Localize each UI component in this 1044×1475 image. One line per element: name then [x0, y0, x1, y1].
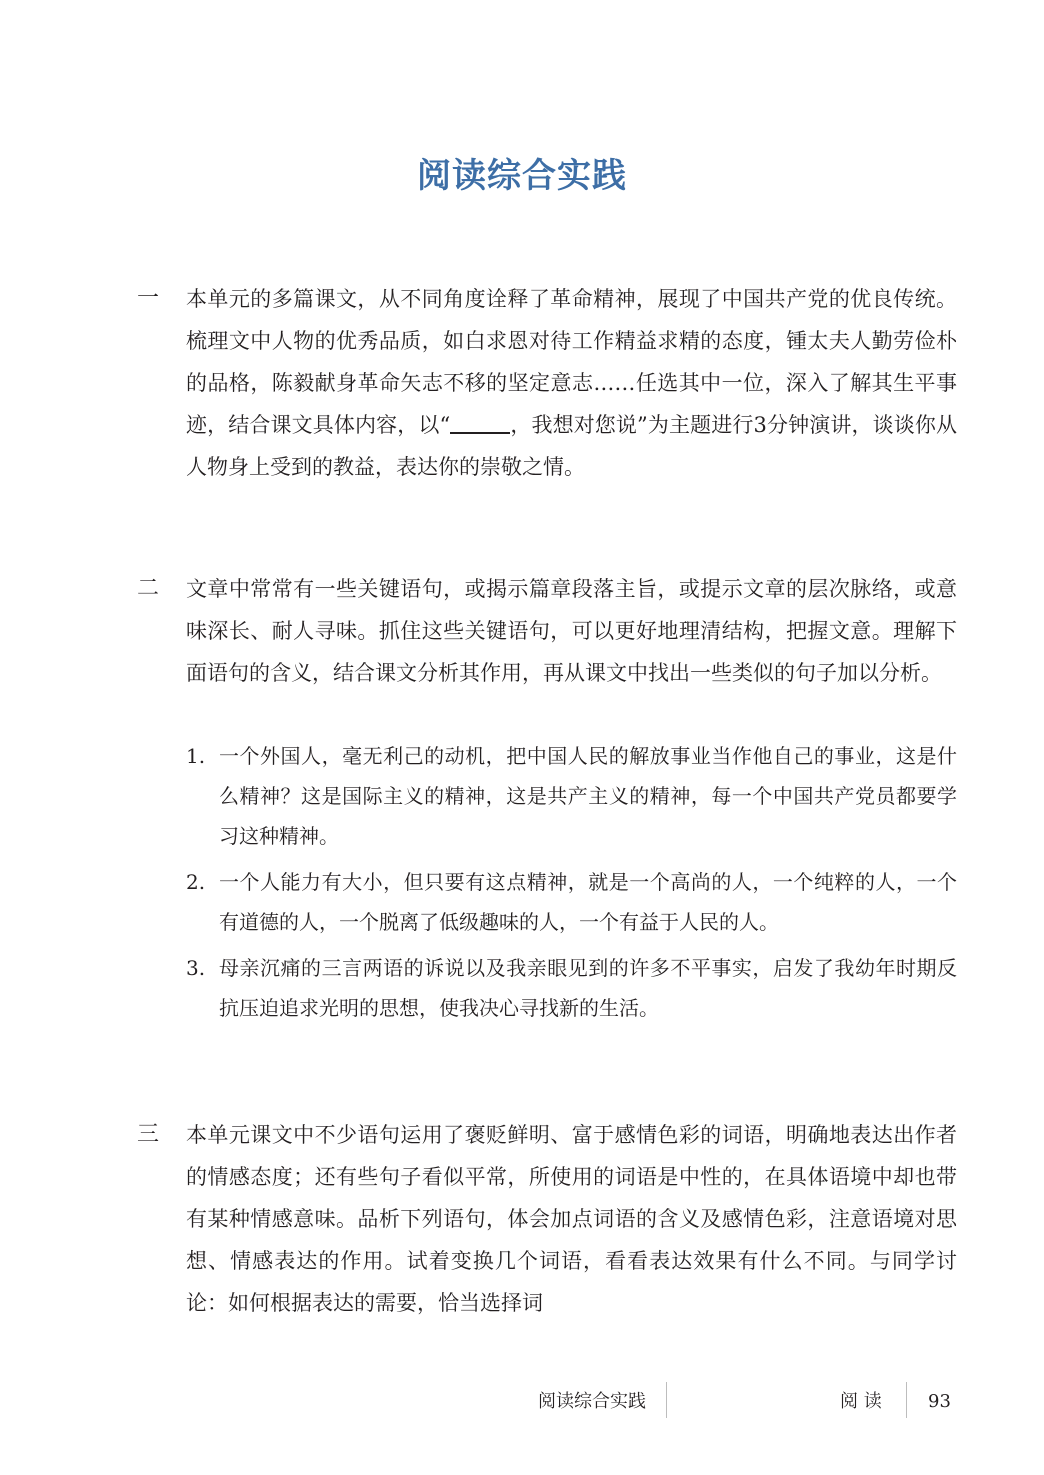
section-text: 本单元课文中不少语句运用了褒贬鲜明、富于感情色彩的词语，明确地表达出作者的情感态度；还有些句子看似平常，所使用的词语是中性的，在具体语境中却也带有某种情感意味。品析下列语句，体会加点词语的含义及感情色彩，注意语境对思想、情感表达的作用。试着变换几个词语，看看表达效果有什么不同。与同学讨论：如何根据表达的需要，恰当选择词: [186, 1123, 957, 1315]
section-text: [186, 278, 957, 488]
footer-divider: [666, 1382, 667, 1418]
page-number: 93: [928, 1391, 951, 1412]
sentence-list: [186, 736, 957, 1034]
footer-section: 阅 读: [840, 1391, 882, 1412]
fill-blank: [450, 412, 510, 434]
item-text: 一个人能力有大小，但只要有这点精神，就是一个高尚的人，一个纯粹的人，一个有道德的人，一个脱离了低级趣味的人，一个有益于人民的人。: [219, 870, 957, 934]
footer-divider: [906, 1382, 907, 1418]
list-item: [186, 948, 957, 1028]
page-title: 阅读综合实践: [417, 156, 627, 196]
section-number: 三: [137, 1122, 160, 1147]
item-text: 一个外国人，毫无利己的动机，把中国人民的解放事业当作他自己的事业，这是什么精神？这是国际主义的精神，这是共产主义的精神，每一个中国共产党员都要学习这种精神。: [219, 744, 957, 848]
text-part: 本单元的多篇课文，从不同角度诠释了革命精神，展现了中国共产党的优良传统。梳理文中人物的优秀品质，如白求恩对待工作精益求精的态度，锺太夫人勤劳俭朴的品格，陈毅献身革命矢志不移的坚定意志……任选其中一位，深入了解其生平事迹，结合课文具体内容，以“: [186, 287, 957, 437]
item-number: 1.: [186, 744, 206, 768]
section-number: 一: [137, 286, 160, 311]
section-number: 二: [137, 576, 160, 601]
text-part: ，我想对您说”为主题进行3分钟演讲，谈谈你从人物身上受到的教益，表达你的崇敬之情。: [186, 413, 957, 479]
section-text: 文章中常常有一些关键语句，或揭示篇章段落主旨，或提示文章的层次脉络，或意味深长、耐人寻味。抓住这些关键语句，可以更好地理清结构，把握文意。理解下面语句的含义，结合课文分析其作用，再从课文中找出一些类似的句子加以分析。: [186, 577, 957, 685]
list-item: [186, 862, 957, 942]
footer-chapter: 阅读综合实践: [538, 1391, 646, 1412]
list-item: [186, 736, 957, 856]
item-number: 3.: [186, 956, 206, 980]
item-text: 母亲沉痛的三言两语的诉说以及我亲眼见到的许多不平事实，启发了我幼年时期反抗压迫追求光明的思想，使我决心寻找新的生活。: [219, 956, 957, 1020]
item-number: 2.: [186, 870, 206, 894]
